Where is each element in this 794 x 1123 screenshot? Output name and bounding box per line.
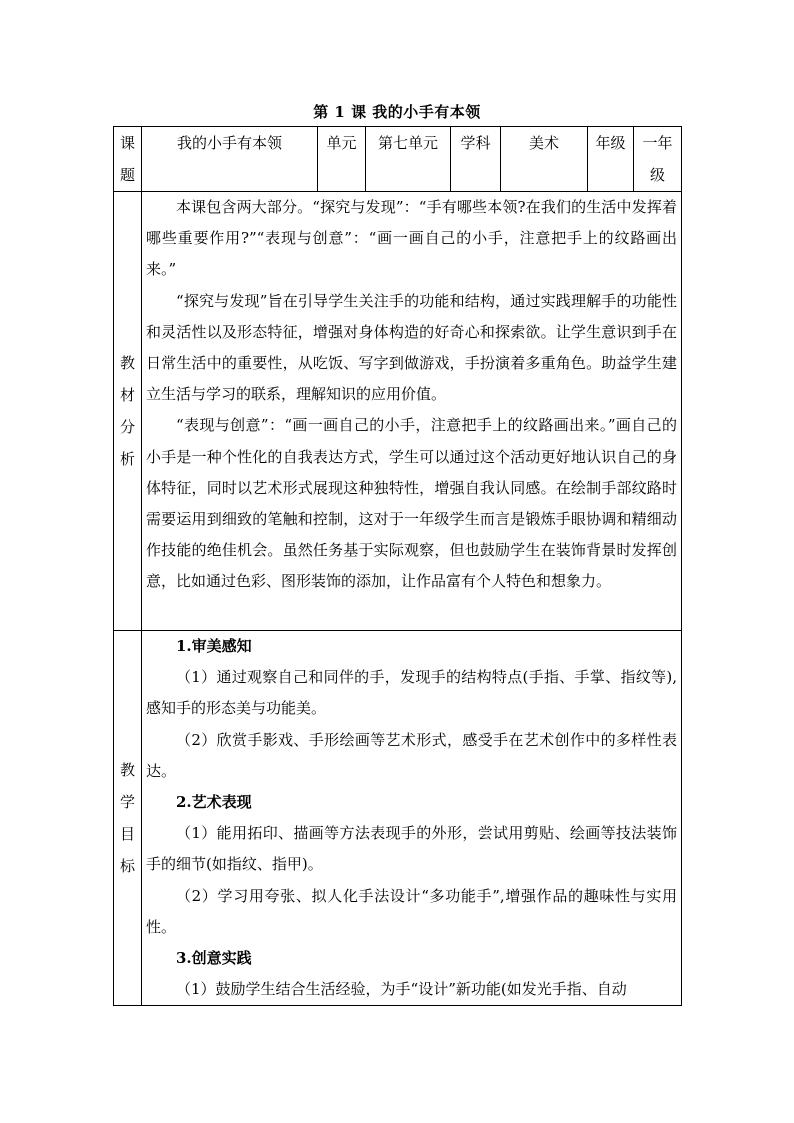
goal-heading: 1.审美感知 (176, 637, 252, 655)
grade-value-line: 一年 (642, 134, 673, 152)
grade-label: 年级 (588, 127, 634, 192)
goals-label-char: 标 (119, 857, 135, 876)
grade-value (634, 127, 682, 192)
goal-item: （1）鼓励学生结合生活经验，为手“设计”新功能(如发光手指、自动 (176, 980, 627, 999)
goals-label-char: 目 (119, 825, 135, 844)
topic-label-char: 题 (119, 166, 135, 184)
goal-item: （2）欣赏手影戏、手形绘画等艺术形式，感受手在艺术创作中的多样性表达。 (146, 730, 677, 780)
goal-item: （1）能用拓印、描画等方法表现手的外形，尝试用剪贴、绘画等技法装饰手的细节(如指纹、指甲)。 (146, 824, 677, 874)
analysis-content (142, 192, 682, 631)
topic-value: 我的小手有本领 (142, 127, 318, 192)
header-row (114, 127, 682, 192)
goals-label-char: 学 (119, 793, 135, 812)
goal-item: （2）学习用夸张、拟人化手法设计“多功能手”,增强作品的趣味性与实用性。 (146, 886, 677, 936)
analysis-paragraph: “表现与创意”：“画一画自己的小手，注意把手上的纹路画出来。”画自己的小手是一种个性化的自我表达方式，学生可以通过这个活动更好地认识自己的身体特征，同时以艺术形式展现这种独特性，增强自我认同感。在绘制手部纹路时需要运用到细致的笔触和控制，这对于一年级学生而言是锻炼手眼协调和精细动作技能的绝佳机会。虽然任务基于实际观察，但也鼓励学生在装饰背景时发挥创意，比如通过色彩、图形装饰的添加，让作品富有个人特色和想象力。 (146, 416, 677, 591)
analysis-row (114, 192, 682, 631)
unit-label: 单元 (318, 127, 366, 192)
goal-heading: 3.创意实践 (176, 949, 252, 968)
analysis-label-char: 分 (119, 418, 135, 436)
goals-content (142, 631, 682, 1006)
goals-label-char: 教 (119, 761, 135, 780)
analysis-label-char: 材 (119, 386, 135, 404)
analysis-label (114, 192, 142, 631)
grade-value-line: 级 (649, 166, 665, 184)
analysis-label-char: 析 (119, 450, 135, 468)
unit-value: 第七单元 (366, 127, 451, 192)
analysis-label-char: 教 (119, 354, 135, 372)
goal-item: （1）通过观察自己和同伴的手，发现手的结构特点(手指、手掌、指纹等),感知手的形态美与功能美。 (146, 668, 677, 718)
lesson-table (113, 126, 682, 1006)
topic-label (114, 127, 142, 192)
goals-label (114, 631, 142, 1006)
topic-label-char: 课 (119, 134, 135, 152)
subject-value: 美术 (501, 127, 588, 192)
goals-row (114, 631, 682, 1006)
page-title: 第 1 课 我的小手有本领 (313, 103, 481, 121)
subject-label: 学科 (451, 127, 501, 192)
analysis-paragraph: 本课包含两大部分。“探究与发现”：“手有哪些本领?在我们的生活中发挥着哪些重要作用?”“表现与创意”：“画一画自己的小手，注意把手上的纹路画出来。” (146, 198, 677, 279)
goal-heading: 2.艺术表现 (176, 793, 252, 812)
analysis-paragraph: “探究与发现”旨在引导学生关注手的功能和结构，通过实践理解手的功能性和灵活性以及形态特征，增强对身体构造的好奇心和探索欲。让学生意识到手在日常生活中的重要性，从吃饭、写字到做游戏，手扮演着多重角色。助益学生建立生活与学习的联系，理解知识的应用价值。 (146, 291, 677, 404)
